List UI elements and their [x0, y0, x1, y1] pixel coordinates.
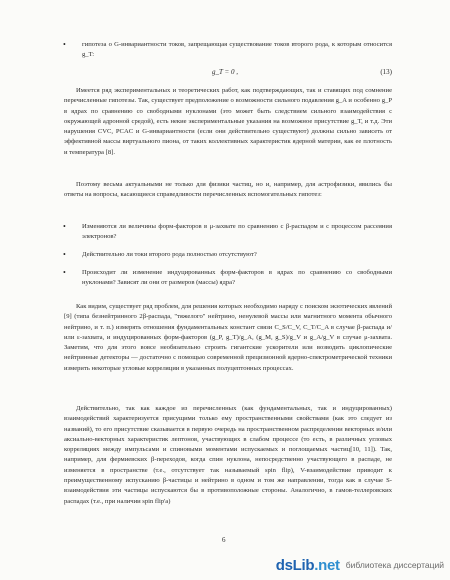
bullet-marker: •	[63, 222, 66, 231]
question-text: Происходит ли изменение индуцированных форм-факторов в ядрах по сравнению со свободными нуклонами? Зависят ли они от размеров (массы) ядра?	[82, 269, 392, 287]
paragraph-questions-intro: Поэтому весьма актуальными не только для физики частиц, но и, например, для астрофизики, явились бы ответы на вопросы, касающиеся справедливости перечисленных вспомогательных гипотез:	[64, 181, 392, 199]
page-number: 6	[222, 536, 226, 544]
dslib-logo	[276, 557, 340, 574]
hypothesis-bullet	[64, 40, 392, 61]
equation-13	[64, 68, 392, 80]
bullet-marker: •	[63, 250, 66, 259]
paragraph-problems: Как видим, существует ряд проблем, для решения которых необходимо наряду с поиском экзотических явлений [9] (типа безнейтринного 2β-распада, "тяжелого" нейтрино, ненулевой массы или магнитного момента обычного нейтрино, и т. п.) измерять отношения фундаментальных констант связи C_S/C_V, C_T/C_A в случае β-распада и/или ε-захвата, и индуцированных форм-факторов (g_P, g_T)/g_A, (g_M, g_S)/g_V и g_A/g_V в случае μ-захвата. Заметим, что для этого вовсе необязательно строить гигантские ускорители или возводить циклопические нейтринные детекторы — достаточно с помощью современной прецизионной ядерно-спектрометрической техники измерить некоторые угловые корреляции в указанных полуцептонных процессах.	[64, 303, 392, 372]
watermark-tagline: библиотека диссертаций	[345, 560, 444, 570]
equation-number: (13)	[380, 68, 392, 76]
watermark	[276, 554, 444, 576]
question-bullet-3	[64, 268, 392, 289]
bullet-marker: •	[63, 268, 66, 277]
question-text: Действительно ли токи второго рода полностью отсутствуют?	[82, 251, 257, 258]
equation-formula: g_T = 0 ,	[212, 68, 238, 76]
logo-main: dsLib	[275, 556, 315, 574]
question-bullet-1	[64, 222, 392, 243]
bullet-marker: •	[63, 40, 66, 49]
question-bullet-2	[64, 250, 392, 260]
paragraph-experiments: Имеется ряд экспериментальных и теоретических работ, как подтверждающих, так и ставящих под сомнение перечисленные гипотезы. Так, существует предположение о возможности сильного подавления g_A и особенно g_P в ядрах по сравнению со свободными нуклонами (это может быть следствием сильного взаимодействия с окружающей адронной средой), есть некие экспериментальные указания на возможное присутствие g_T, и т.д. Эти нарушения CVC, PCAC и G-инвариантности (если они действительно существуют) должны сильно зависеть от эффективной массы виртуального пиона, от таких коллективных характеристик ядерной материи, как ее плотность и температура [8].	[64, 87, 392, 156]
question-text: Изменяются ли величины форм-факторов в μ-захвате по сравнению с β-распадом и с процессом рассеяния электронов?	[82, 223, 392, 241]
logo-tld: .net	[314, 556, 340, 574]
paragraph-correlations: Действительно, так как каждое из перечисленных (как фундаментальных, так и индуцированных) взаимодействий характеризуется присущими только ему пространственными свойствами (как это следует из названий), то его присутствие сказывается в первую очередь на пространственном распределении векторных и/или аксиально-векторных характеристик лептонов, участвующих в слабом процессе (то есть, в различных угловых корреляциях между импульсами и спиновыми моментами испускаемых и поглощаемых частиц[10, 11]). Так, например, для фермиевских β-переходов, когда спин нуклона, непосредственно участвующего в распаде, не изменяется в пространстве (т.е., отсутствует так называемый spin flip), V-взаимодействие приводит к преимущественному испусканию β-частицы и нейтрино в одном и том же направлении, тогда как в случае S-взаимодействия эти частицы испускаются бы в противоположные стороны. Аналогично, в гамов-теллеровских распадах (т.е., при наличии spin flip'а)	[64, 405, 392, 505]
hypothesis-text: гипотеза о G-инвариантности токов, запрещающая существование токов второго рода, к которым относится g_T:	[82, 41, 392, 59]
